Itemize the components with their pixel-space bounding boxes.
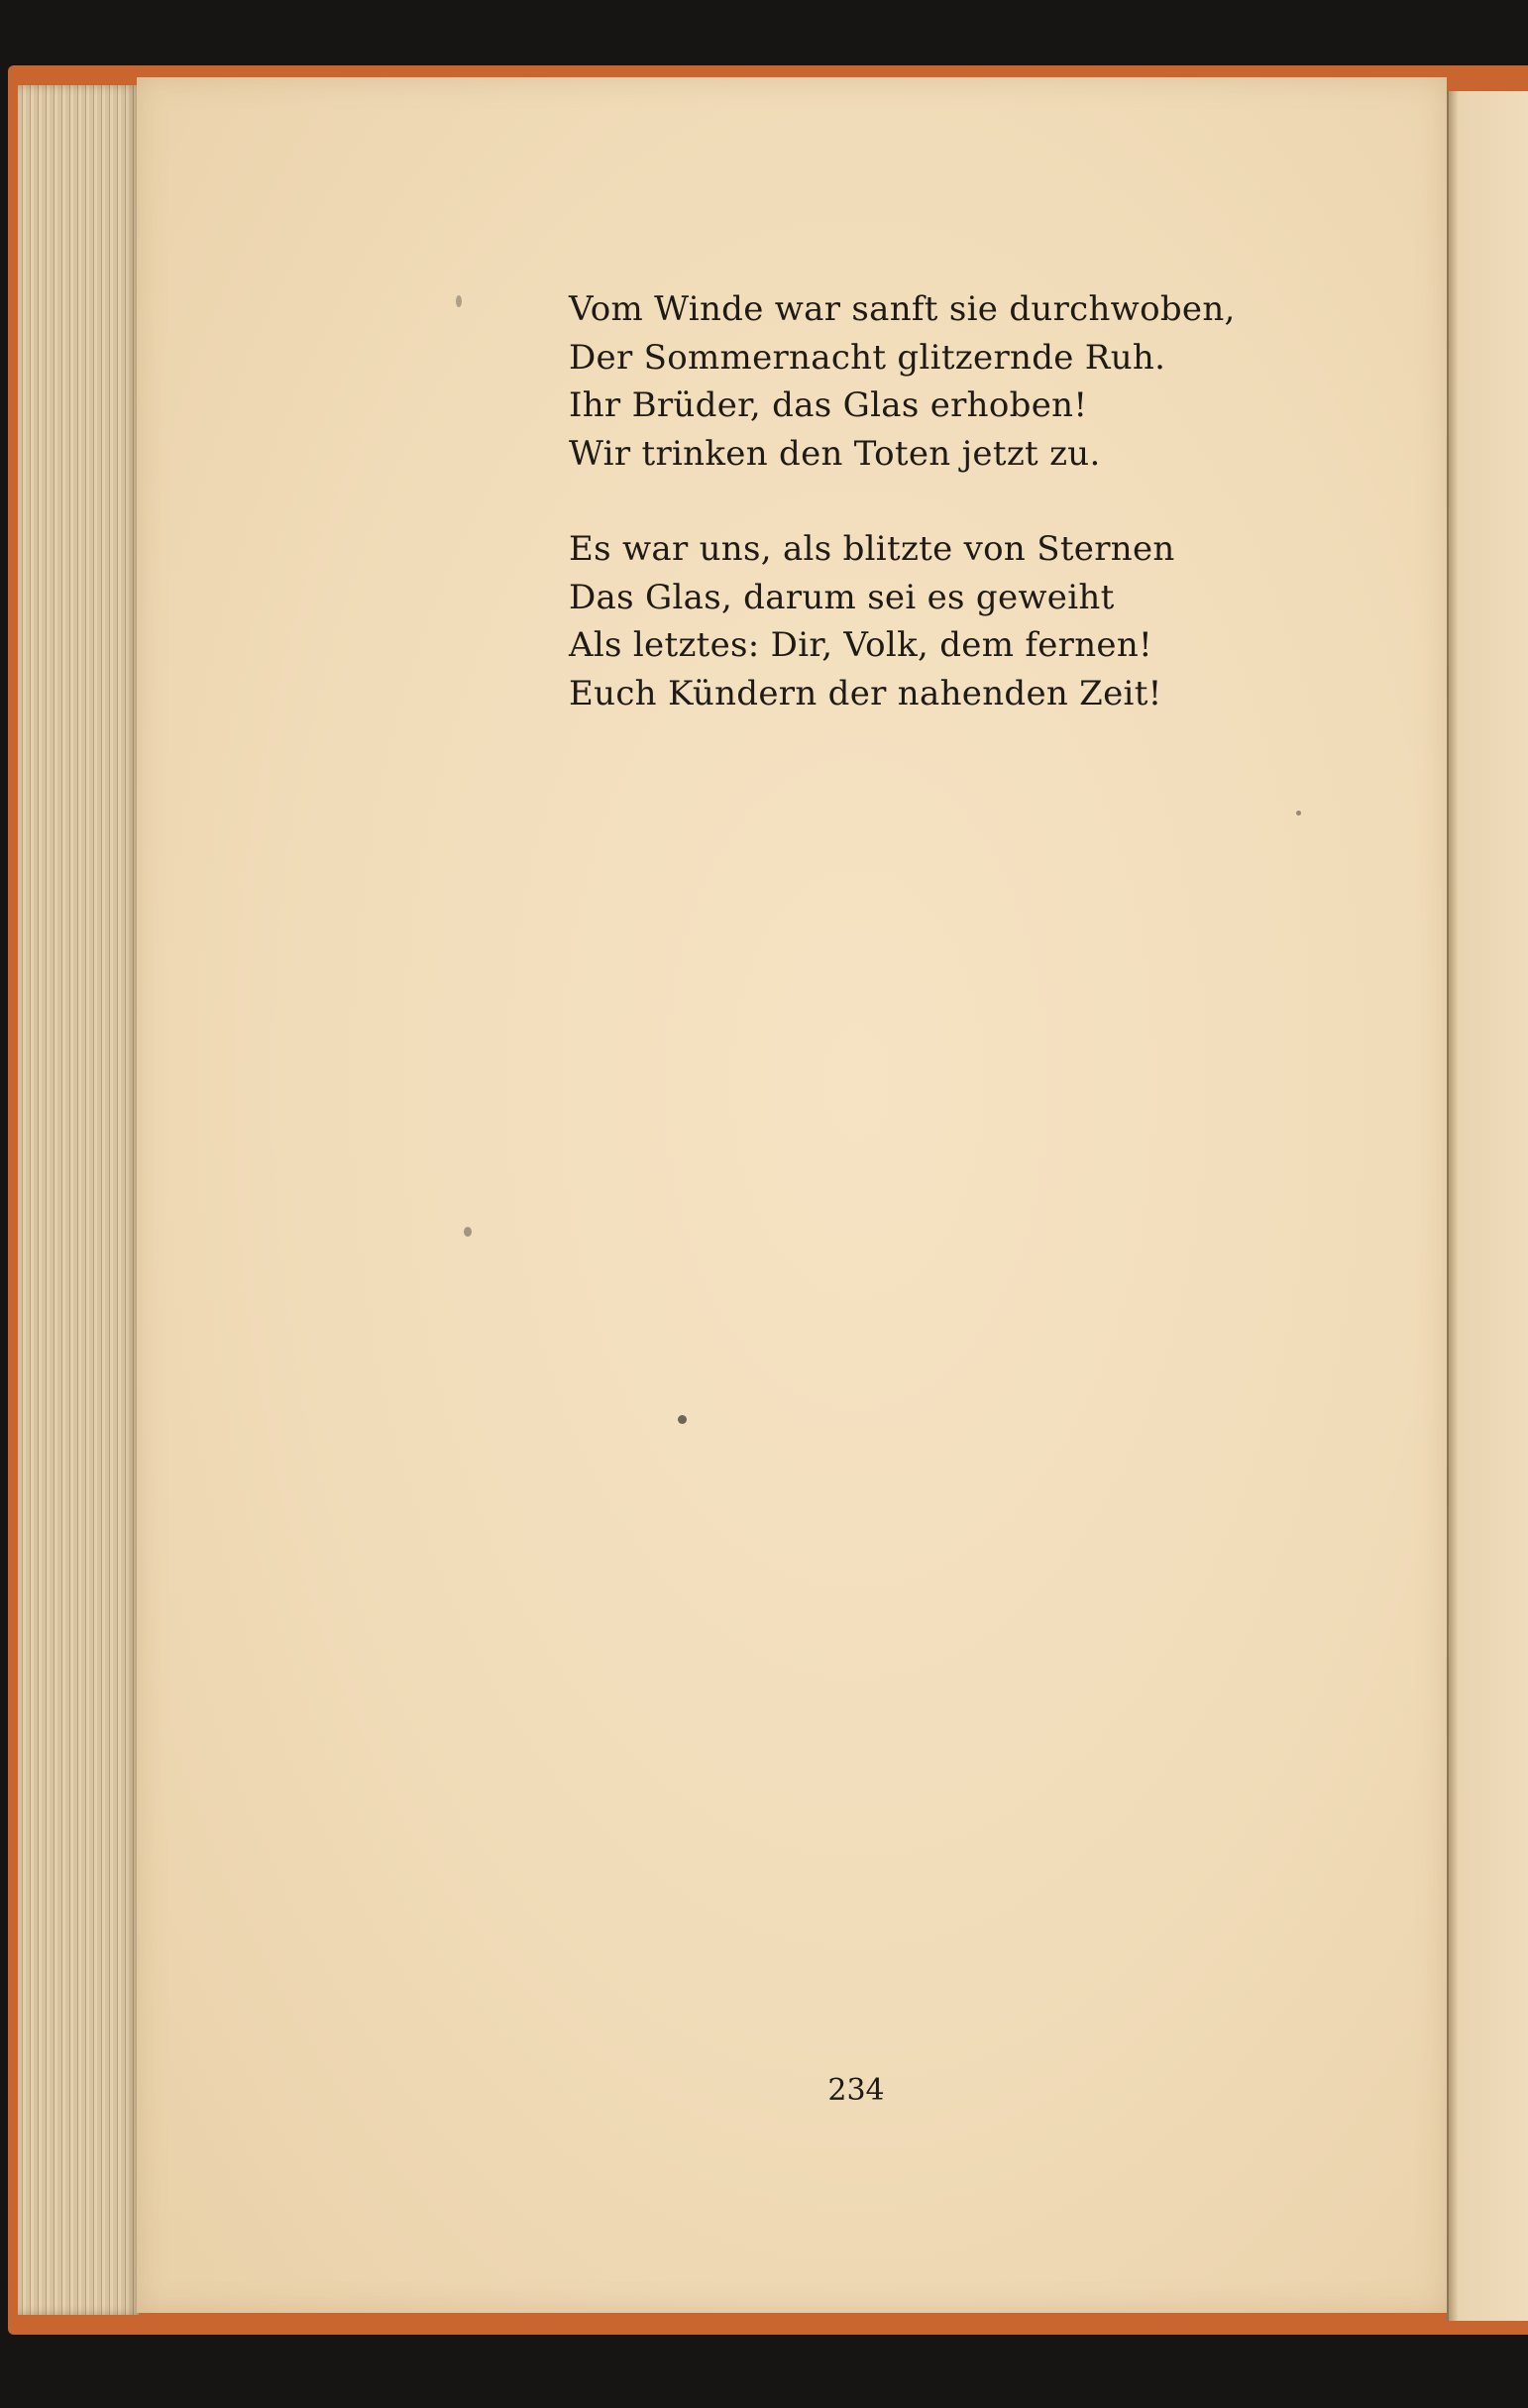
paper-speck: [456, 295, 462, 307]
poem-stanza-2: [569, 525, 1322, 717]
poem-line: Als letztes: Dir, Volk, dem fernen!: [569, 625, 1152, 665]
poem-line: Euch Kündern der nahenden Zeit!: [569, 673, 1162, 713]
poem-line: Der Sommernacht glitzernde Ruh.: [569, 337, 1166, 378]
next-page-edge: [1447, 91, 1528, 2321]
paper-speck: [1296, 811, 1301, 816]
poem-line: Vom Winde war sanft sie durchwoben,: [569, 289, 1236, 329]
poem-line: Wir trinken den Toten jetzt zu.: [569, 433, 1101, 474]
poem-line: Es war uns, als blitzte von Sternen: [569, 529, 1175, 569]
poem-stanza-1: [569, 285, 1322, 478]
poem-line: Das Glas, darum sei es geweiht: [569, 577, 1115, 617]
paper-speck: [464, 1227, 472, 1237]
page-edges: [18, 85, 139, 2315]
page-number: 234: [827, 2073, 885, 2108]
poem-line: Ihr Brüder, das Glas erhoben!: [569, 385, 1088, 425]
poem: [569, 285, 1322, 765]
paper-speck: [678, 1415, 687, 1424]
